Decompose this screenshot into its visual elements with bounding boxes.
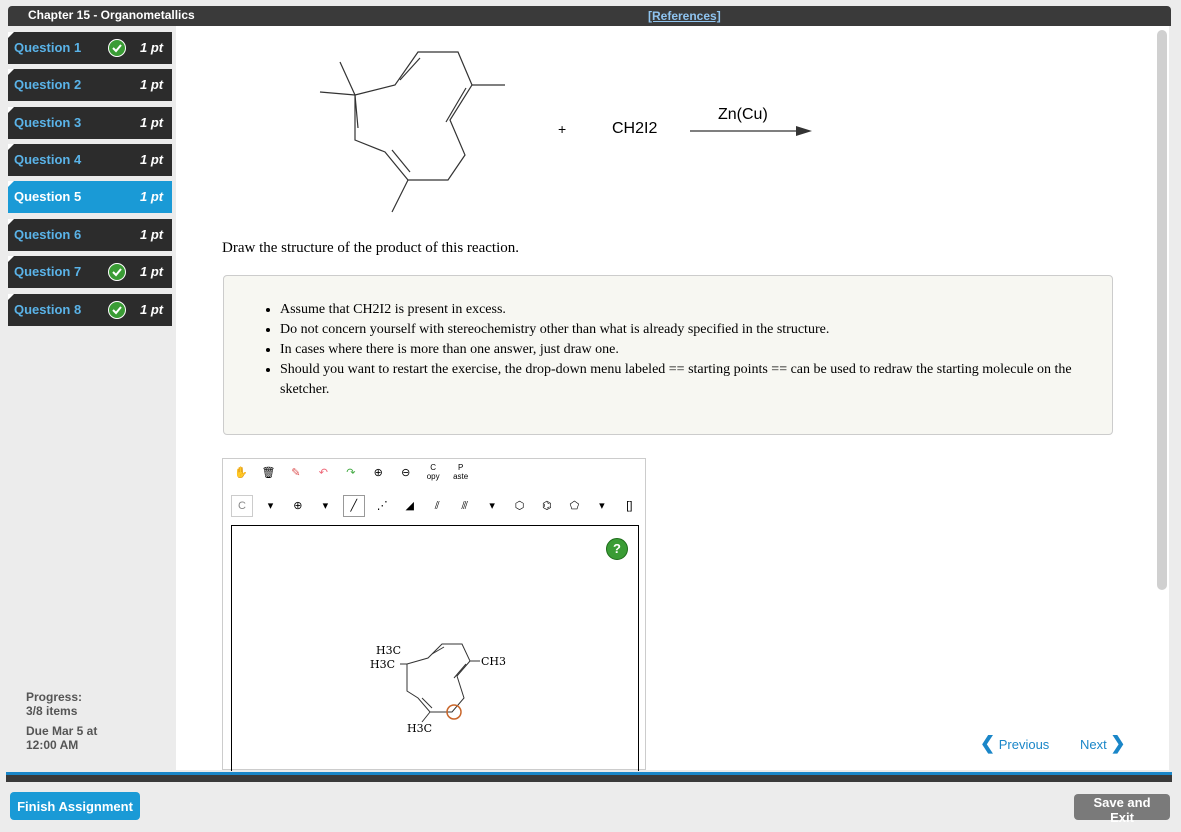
question-label: Question 8 [14,302,82,317]
atom-select[interactable]: C [231,495,253,517]
bracket-icon[interactable]: [] [626,500,633,512]
pentagon-icon[interactable]: ⬠ [569,500,580,512]
chevron-down-icon[interactable]: ▾ [267,500,274,512]
sidebar-item-question-5[interactable] [8,181,172,213]
charge-icon[interactable]: ⊕ [293,500,303,512]
instructions-box [223,275,1113,435]
due-date [26,724,97,752]
question-label: Question 3 [14,115,82,130]
sidebar-item-question-4[interactable] [8,144,172,176]
next-label: Next [1080,737,1107,752]
wedge-bond-icon[interactable]: ◢ [405,500,414,512]
label-h3c-mid: H3C [370,658,396,671]
save-and-exit-button[interactable]: Save and Exit [1074,794,1170,820]
instruction-item: • Do not concern yourself with stereochemistry other than what is already specified in the structure. [280,320,1112,340]
top-bar [8,6,1171,26]
next-button[interactable] [1080,733,1125,754]
instruction-item: • Should you want to restart the exercise, the drop-down menu labeled == starting points == can be used to redraw the starting molecule on the sketcher. [280,360,1112,400]
question-label: Question 1 [14,40,82,55]
reactant-structure [300,40,520,220]
instructions-list [224,276,1112,400]
reaction-plus: + [558,121,567,137]
previous-label: Previous [998,737,1050,752]
due-time: 12:00 AM [26,738,79,752]
drawing-canvas[interactable] [231,525,639,771]
sidebar-item-question-2[interactable] [8,69,172,101]
reagent-formula: CH2I2 [612,120,658,137]
question-points: 1 pt [140,264,164,279]
finish-assignment-button[interactable]: Finish Assignment [10,792,140,820]
progress-label: Progress: [26,690,83,704]
sidebar-item-question-6[interactable] [8,219,172,251]
clear-icon[interactable]: 🗑 [261,467,276,479]
due-label: Due Mar 5 at [26,724,98,738]
sidebar-item-question-1[interactable] [8,32,172,64]
references-link[interactable]: [References] [648,9,721,23]
question-points: 1 pt [140,77,164,92]
check-icon [108,301,126,319]
eraser-icon[interactable]: ✎ [291,467,301,479]
reaction-condition: Zn(Cu) [718,106,768,123]
chevron-down-icon[interactable]: ▾ [489,500,495,512]
chapter-title: Chapter 15 - Organometallics [28,8,195,22]
question-sidebar [6,26,176,770]
check-icon [108,39,126,57]
question-label: Question 2 [14,77,82,92]
molecule-sketcher [222,458,646,770]
scrollbar[interactable] [1157,30,1167,590]
progress [26,690,82,718]
single-bond-icon[interactable]: ╱ [343,495,365,517]
copy-button[interactable]: C opy [426,463,440,481]
hexagon-icon[interactable]: ⬡ [514,500,525,512]
redo-icon[interactable]: ↷ [346,467,356,479]
question-points: 1 pt [140,115,164,130]
sidebar-item-question-8[interactable] [8,294,172,326]
question-label: Question 7 [14,264,82,279]
previous-button[interactable] [980,733,1049,754]
product-structure [232,526,638,770]
check-icon [108,263,126,281]
reaction-arrow-icon [690,124,814,138]
bottom-bar [6,772,1172,782]
zoom-out-icon[interactable]: ⊖ [401,467,411,479]
benzene-icon[interactable]: ⌬ [542,500,552,512]
question-prompt: Draw the structure of the product of this reaction. [222,240,519,256]
question-label: Question 6 [14,227,82,242]
zoom-in-icon[interactable]: ⊕ [373,467,383,479]
sketcher-toolbar-bottom [231,495,642,523]
question-label: Question 4 [14,152,82,167]
sidebar-item-question-7[interactable] [8,256,172,288]
question-points: 1 pt [140,40,164,55]
question-label: Question 5 [14,189,82,204]
hashed-bond-icon[interactable]: ⋰ [376,500,388,512]
label-h3c-top: H3C [376,644,402,657]
sidebar-item-question-3[interactable] [8,107,172,139]
help-button[interactable]: ? [606,538,628,560]
chevron-down-icon[interactable]: ▾ [322,500,329,512]
chevron-down-icon[interactable]: ▾ [599,500,605,512]
instruction-item: • In cases where there is more than one answer, just draw one. [280,340,1112,360]
undo-icon[interactable]: ↶ [318,467,328,479]
question-points: 1 pt [140,152,164,167]
triple-bond-icon[interactable]: ⫻ [461,500,468,512]
instruction-item: • Assume that CH2I2 is present in excess. [280,300,1112,320]
label-ch3: CH3 [481,655,507,668]
chevron-left-icon: ❮ [980,733,996,753]
label-h3c-bottom: H3C [407,722,433,735]
question-points: 1 pt [140,227,164,242]
paste-button[interactable]: P aste [453,463,469,481]
progress-value: 3/8 items [26,704,78,718]
question-points: 1 pt [140,302,164,317]
chevron-right-icon: ❯ [1110,733,1126,753]
question-points: 1 pt [140,189,164,204]
double-bond-icon[interactable]: ⫽ [434,500,440,512]
hand-icon[interactable]: ✋ [234,467,248,479]
sketcher-toolbar-top [231,463,474,485]
